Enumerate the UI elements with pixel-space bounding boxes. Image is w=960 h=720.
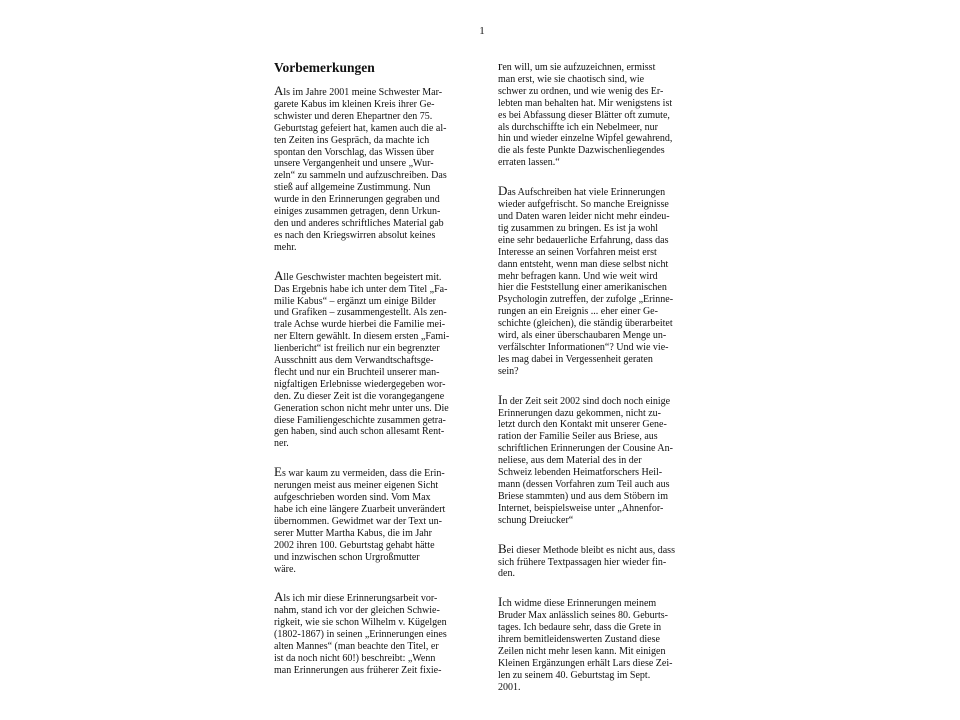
text-line: Als im Jahre 2001 meine Schwester Mar- — [274, 83, 443, 98]
text-line: Bruder Max anlässlich seines 80. Geburts- — [498, 610, 668, 622]
paragraph — [274, 85, 474, 254]
text-line: ner Eltern gewählt. In diesem ersten „Fami- — [274, 331, 450, 343]
paragraph — [274, 267, 474, 451]
text-line: sein? — [498, 365, 519, 377]
text-line: ist da noch nicht 60!) beschreibt: „Wenn — [274, 652, 436, 664]
text-line: als durchschiffte ich ein Nebelmeer, nur — [498, 121, 658, 133]
text-line: In der Zeit seit 2002 sind doch noch einige — [498, 391, 671, 407]
text-line: einiges zusammen getragen, denn Urkun- — [274, 206, 441, 218]
text-line: trale Achse wurde hierbei die Familie mei- — [274, 319, 446, 331]
text-line: letzt durch den Kontakt mit unserer Gene- — [498, 419, 667, 431]
text-line: den. — [498, 568, 515, 580]
paragraph — [274, 591, 474, 676]
text-line: dann entsteht, wenn man diese selbst nicht — [498, 258, 669, 270]
text-line: Erinnerungen dazu gekommen, nicht zu- — [498, 407, 661, 419]
text-line: wurde in den Erinnerungen gegraben und — [274, 194, 440, 206]
page-number: 1 — [479, 25, 485, 37]
text-line: Generation schon nicht mehr unter uns. Die — [274, 402, 449, 414]
text-line: 2002 ihren 100. Geburtstag gehabt hätte — [274, 539, 435, 551]
text-line: len zu seinem 40. Geburtstag im Sept. — [498, 669, 651, 681]
text-line: nahm, stand ich vor der gleichen Schwie- — [274, 605, 440, 617]
right-column — [498, 60, 698, 710]
text-line: Zeilen nicht mehr lesen kann. Mit einigen — [498, 645, 666, 657]
text-line: aufgeschrieben worden sind. Vom Max — [274, 492, 431, 504]
text-line: es bei Abfassung dieser Blätter oft zumute, — [498, 109, 670, 121]
text-line: schriftlichen Erinnerungen der Cousine An- — [498, 443, 673, 455]
text-line: 2001. — [498, 681, 521, 693]
text-line: schwer zu ordnen, und wie wenig des Er- — [498, 85, 664, 97]
text-line: (1802-1867) in seinen „Erinnerungen eines — [274, 629, 447, 641]
paragraph — [498, 391, 698, 527]
text-line: serer Mutter Martha Kabus, die im Jahr — [274, 527, 433, 539]
text-line: wäre. — [274, 563, 296, 575]
text-line: nigfaltigen Erlebnisse wiedergegeben wor- — [274, 378, 446, 390]
text-line: milie Kabus“ – ergänzt um einige Bilder — [274, 295, 436, 307]
text-line: hier die Feststellung einer amerikanischen — [498, 282, 667, 294]
text-line: nerungen meist aus meiner eigenen Sicht — [274, 480, 439, 492]
text-line: gen haben, sind auch schon allesamt Rent- — [274, 426, 445, 438]
text-line: diese Familiengeschichte zusammen getra- — [274, 414, 446, 426]
paragraph — [274, 466, 474, 575]
text-line: und Grafiken – zusammengestellt. Als zen- — [274, 307, 447, 319]
text-line: spontan den Vorschlag, das Wissen über — [274, 146, 435, 158]
text-line: habe ich eine längere Zuarbeit unverändert — [274, 504, 446, 515]
text-line: Interesse an seinen Vorfahren meist erst — [498, 246, 657, 258]
text-line: Bei dieser Methode bleibt es nicht aus, dass — [498, 540, 675, 556]
paragraph — [498, 596, 698, 693]
text-line: übernommen. Gewidmet war der Text un- — [274, 515, 442, 527]
text-line: tages. Ich bedaure sehr, dass die Grete in — [498, 622, 662, 634]
section-heading: Vorbemerkungen — [274, 60, 375, 75]
text-line: ihrem bemitleidenswerten Zustand diese — [498, 634, 660, 646]
paragraph — [498, 185, 698, 378]
text-line: lienbericht“ ist freilich nur ein begrenzter — [274, 343, 440, 355]
text-line: lebten man behalten hat. Mir wenigstens ist — [498, 97, 673, 109]
text-line: flecht und nur ein Bruchteil unserer man- — [274, 366, 440, 378]
text-line: es nach den Kriegswirren absolut keines — [274, 229, 436, 241]
text-line: schwister und deren Ehepartner den 75. — [274, 110, 433, 122]
text-line: Geburtstag gefeiert hat, kamen auch die al- — [274, 122, 447, 134]
text-line: alten Mannes“ (man beachte den Titel, er — [274, 641, 439, 653]
text-line: unsere Vergangenheit und unsere „Wur- — [274, 158, 434, 170]
text-line: man erst, wie sie chaotisch sind, wie — [498, 73, 645, 85]
text-line: Ich widme diese Erinnerungen meinem — [498, 594, 657, 610]
text-line: ten Zeiten ins Gespräch, da machte ich — [274, 134, 430, 146]
text-line: Alle Geschwister machten begeistert mit. — [274, 267, 442, 283]
text-line: eine sehr bedauerliche Erfahrung, dass das — [498, 234, 669, 246]
text-line: zeln“ zu sammeln und aufzuschreiben. Das — [274, 170, 447, 182]
text-line: tig zusammen zu bringen. Es ist ja wohl — [498, 222, 658, 234]
text-line: mehr. — [274, 241, 297, 253]
text-line: ration der Familie Seiler aus Briese, aus — [498, 431, 658, 443]
text-line: hin und wieder einzelne Wipfel gewahrend, — [498, 133, 673, 145]
text-line: Internet, beispielsweise unter „Ahnenfor- — [498, 502, 664, 514]
text-line: rigkeit, wie sie schon Wilhelm v. Kügelgen — [274, 617, 447, 629]
text-line: ren will, um sie aufzuzeichnen, ermisst — [498, 58, 656, 73]
text-line: mehr befragen kann. Und wie weit wird — [498, 270, 658, 282]
text-line: Schweiz lebenden Heimatforschers Heil- — [498, 467, 663, 479]
text-line: erraten lassen.“ — [498, 157, 560, 169]
text-line: die als feste Punkte Dazwischenliegendes — [498, 145, 665, 157]
text-line: und Daten waren leider nicht mehr eindeu- — [498, 210, 670, 222]
text-line: rungen an ein Ereignis ... eher einer Ge- — [498, 306, 658, 318]
text-line: und inzwischen schon Urgroßmutter — [274, 551, 420, 563]
text-line: Kleinen Ergänzungen erhält Lars diese Zei- — [498, 657, 673, 669]
text-line: Als ich mir diese Erinnerungsarbeit vor- — [274, 589, 438, 605]
left-column — [274, 60, 474, 693]
text-line: den. Zu dieser Zeit ist die vorangegangene — [274, 390, 445, 402]
text-line: schung Dreiucker“ — [498, 514, 574, 526]
text-line: verfälschter Informationen“? Und wie vie- — [498, 341, 669, 353]
text-line: wird, als einer überschaubaren Menge un- — [498, 330, 667, 342]
text-line: Es war kaum zu vermeiden, dass die Erin- — [274, 464, 445, 480]
text-line: garete Kabus im kleinen Kreis ihrer Ge- — [274, 98, 435, 110]
text-line: den und anderes schriftliches Material gab — [274, 217, 444, 229]
text-line: Psychologin zutreffen, der zufolge „Erinne- — [498, 294, 674, 306]
text-line: Das Aufschreiben hat viele Erinnerungen — [498, 183, 666, 199]
text-line: Ausschnitt aus dem Verwandtschaftsge- — [274, 355, 434, 367]
text-line: mann (dessen Vorfahren zum Teil auch aus — [498, 479, 670, 490]
text-line: Das Ergebnis habe ich unter dem Titel „Fa- — [274, 283, 448, 295]
text-line: les mag dabei in Vergessenheit geraten — [498, 353, 653, 365]
paragraph — [498, 540, 698, 581]
paragraph — [498, 60, 698, 169]
text-line: sich frühere Textpassagen hier wieder fin- — [498, 556, 667, 568]
text-line: Briese stammten) und aus dem Stöbern im — [498, 490, 668, 502]
text-line: wieder aufgefrischt. So manche Ereignisse — [498, 199, 669, 211]
text-line: man Erinnerungen aus früherer Zeit fixie- — [274, 664, 442, 676]
text-line: ner. — [274, 438, 289, 450]
text-line: schichte (gleichen), die ständig überarbeitet — [498, 318, 673, 330]
text-line: neliese, aus dem Material des in der — [498, 455, 642, 467]
text-line: stieß auf allgemeine Zustimmung. Nun — [274, 182, 431, 194]
